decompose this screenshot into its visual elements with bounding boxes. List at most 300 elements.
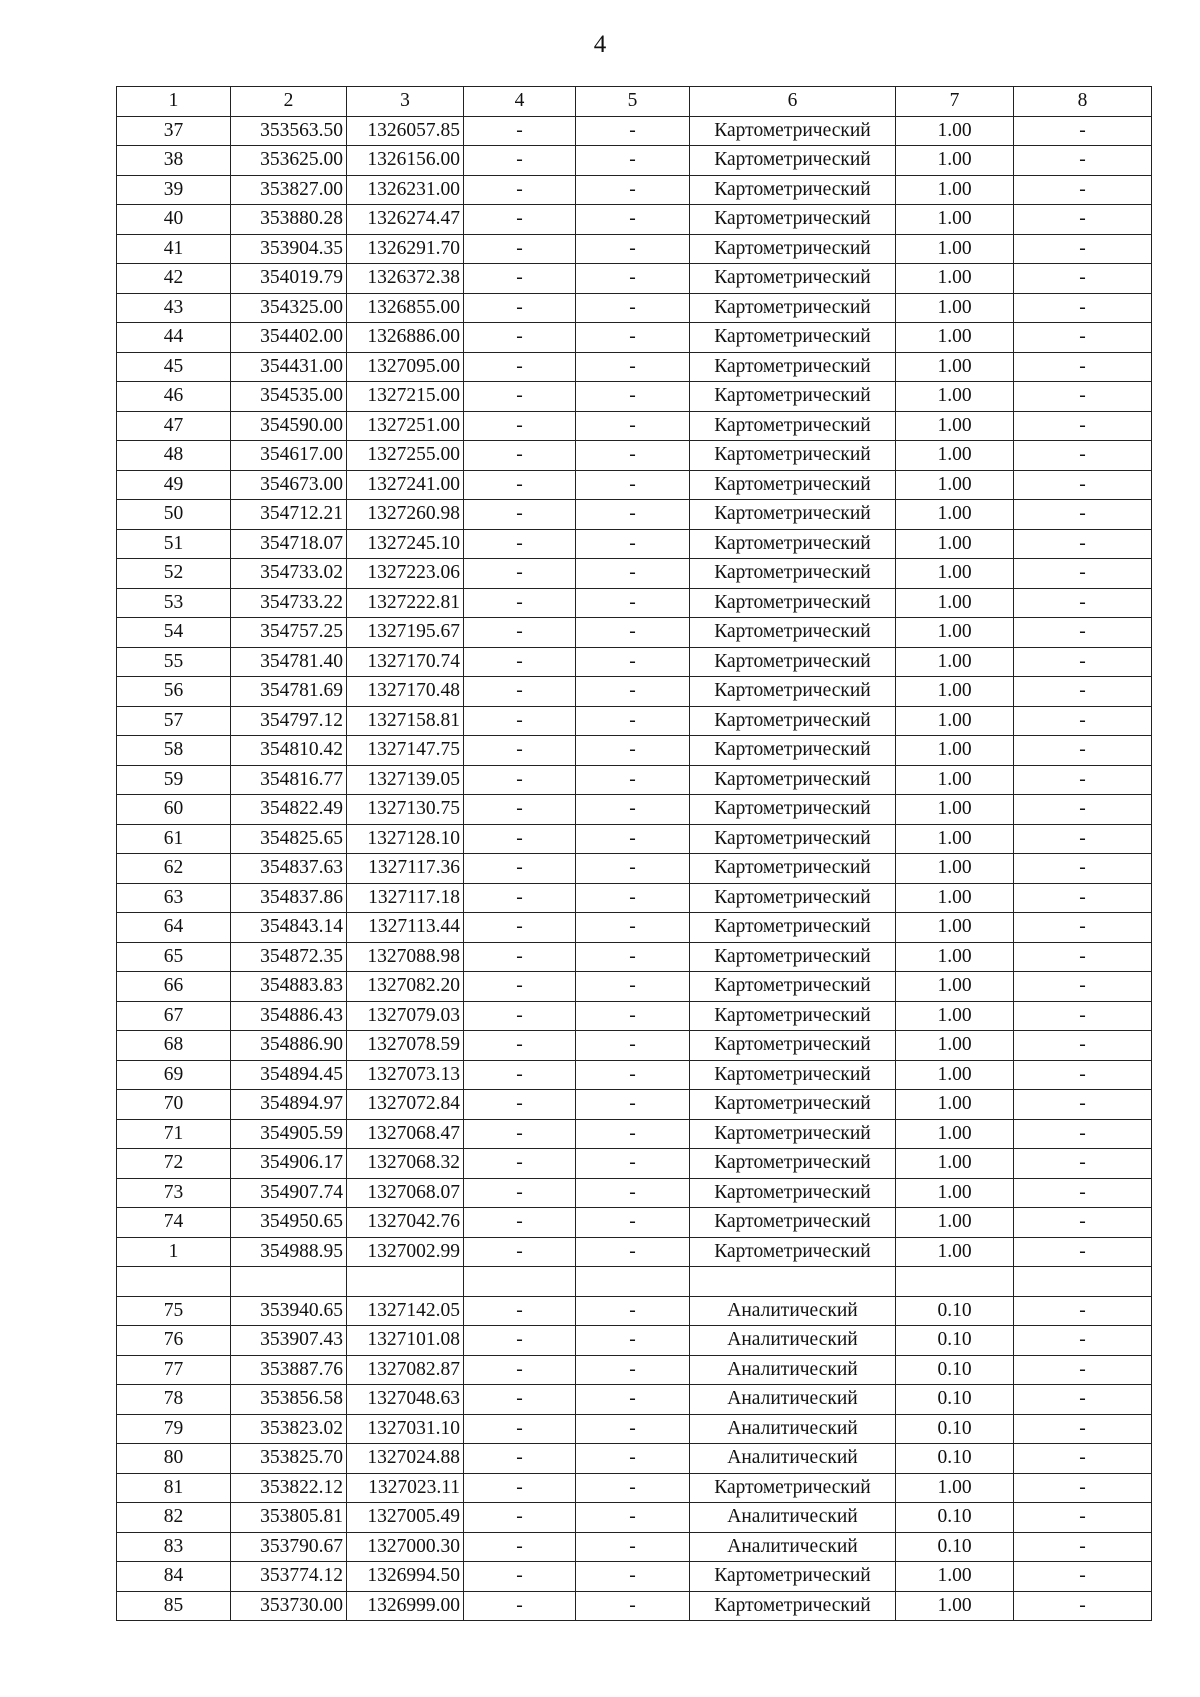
accuracy-cell: 1.00 — [896, 972, 1014, 1002]
column-header: 5 — [576, 87, 690, 117]
method-cell: Картометрический — [690, 1208, 896, 1238]
x-coordinate-cell: 353904.35 — [231, 234, 347, 264]
x-coordinate-cell: 353907.43 — [231, 1326, 347, 1356]
col-5-cell: - — [576, 883, 690, 913]
col-8-cell: - — [1014, 323, 1152, 353]
table-row — [117, 411, 1152, 441]
x-coordinate-cell: 354535.00 — [231, 382, 347, 412]
col-5-cell: - — [576, 1326, 690, 1356]
method-cell: Картометрический — [690, 795, 896, 825]
y-coordinate-cell: 1327130.75 — [347, 795, 464, 825]
column-header: 1 — [117, 87, 231, 117]
table-row — [117, 824, 1152, 854]
col-8-cell: - — [1014, 175, 1152, 205]
col-8-cell: - — [1014, 146, 1152, 176]
table-row — [117, 677, 1152, 707]
separator-cell — [231, 1267, 347, 1297]
accuracy-cell: 1.00 — [896, 293, 1014, 323]
point-number-cell: 58 — [117, 736, 231, 766]
col-5-cell: - — [576, 500, 690, 530]
col-5-cell: - — [576, 1001, 690, 1031]
y-coordinate-cell: 1327031.10 — [347, 1414, 464, 1444]
x-coordinate-cell: 354886.90 — [231, 1031, 347, 1061]
separator-cell — [464, 1267, 576, 1297]
y-coordinate-cell: 1327073.13 — [347, 1060, 464, 1090]
x-coordinate-cell: 353825.70 — [231, 1444, 347, 1474]
y-coordinate-cell: 1327241.00 — [347, 470, 464, 500]
separator-cell — [576, 1267, 690, 1297]
method-cell: Аналитический — [690, 1414, 896, 1444]
point-number-cell: 44 — [117, 323, 231, 353]
table-row — [117, 234, 1152, 264]
x-coordinate-cell: 354894.45 — [231, 1060, 347, 1090]
x-coordinate-cell: 354797.12 — [231, 706, 347, 736]
y-coordinate-cell: 1327082.20 — [347, 972, 464, 1002]
method-cell: Аналитический — [690, 1326, 896, 1356]
accuracy-cell: 0.10 — [896, 1326, 1014, 1356]
col-4-cell: - — [464, 470, 576, 500]
x-coordinate-cell: 354431.00 — [231, 352, 347, 382]
col-4-cell: - — [464, 1031, 576, 1061]
col-5-cell: - — [576, 264, 690, 294]
col-8-cell: - — [1014, 1060, 1152, 1090]
header-row — [117, 87, 1152, 117]
point-number-cell: 46 — [117, 382, 231, 412]
method-cell: Картометрический — [690, 293, 896, 323]
x-coordinate-cell: 353563.50 — [231, 116, 347, 146]
y-coordinate-cell: 1326994.50 — [347, 1562, 464, 1592]
col-8-cell: - — [1014, 942, 1152, 972]
col-8-cell: - — [1014, 1149, 1152, 1179]
y-coordinate-cell: 1326999.00 — [347, 1591, 464, 1621]
method-cell: Картометрический — [690, 647, 896, 677]
col-5-cell: - — [576, 175, 690, 205]
col-4-cell: - — [464, 1296, 576, 1326]
point-number-cell: 42 — [117, 264, 231, 294]
accuracy-cell: 1.00 — [896, 1149, 1014, 1179]
accuracy-cell: 1.00 — [896, 795, 1014, 825]
col-8-cell: - — [1014, 529, 1152, 559]
col-8-cell: - — [1014, 234, 1152, 264]
point-number-cell: 84 — [117, 1562, 231, 1592]
point-number-cell: 63 — [117, 883, 231, 913]
table-row — [117, 1444, 1152, 1474]
col-8-cell: - — [1014, 618, 1152, 648]
col-4-cell: - — [464, 1414, 576, 1444]
accuracy-cell: 1.00 — [896, 883, 1014, 913]
accuracy-cell: 1.00 — [896, 559, 1014, 589]
point-number-cell: 73 — [117, 1178, 231, 1208]
accuracy-cell: 1.00 — [896, 382, 1014, 412]
col-4-cell: - — [464, 1178, 576, 1208]
y-coordinate-cell: 1327170.74 — [347, 647, 464, 677]
col-4-cell: - — [464, 765, 576, 795]
col-4-cell: - — [464, 323, 576, 353]
y-coordinate-cell: 1326372.38 — [347, 264, 464, 294]
x-coordinate-cell: 354907.74 — [231, 1178, 347, 1208]
col-5-cell: - — [576, 588, 690, 618]
accuracy-cell: 1.00 — [896, 618, 1014, 648]
method-cell: Картометрический — [690, 234, 896, 264]
col-8-cell: - — [1014, 854, 1152, 884]
x-coordinate-cell: 353880.28 — [231, 205, 347, 235]
col-4-cell: - — [464, 824, 576, 854]
method-cell: Картометрический — [690, 1591, 896, 1621]
x-coordinate-cell: 354843.14 — [231, 913, 347, 943]
x-coordinate-cell: 353823.02 — [231, 1414, 347, 1444]
accuracy-cell: 1.00 — [896, 323, 1014, 353]
x-coordinate-cell: 353805.81 — [231, 1503, 347, 1533]
x-coordinate-cell: 354712.21 — [231, 500, 347, 530]
y-coordinate-cell: 1327117.18 — [347, 883, 464, 913]
method-cell: Картометрический — [690, 323, 896, 353]
point-number-cell: 79 — [117, 1414, 231, 1444]
col-5-cell: - — [576, 470, 690, 500]
col-8-cell: - — [1014, 293, 1152, 323]
y-coordinate-cell: 1326231.00 — [347, 175, 464, 205]
table-row — [117, 765, 1152, 795]
point-number-cell: 75 — [117, 1296, 231, 1326]
point-number-cell: 81 — [117, 1473, 231, 1503]
col-8-cell: - — [1014, 1031, 1152, 1061]
x-coordinate-cell: 354816.77 — [231, 765, 347, 795]
method-cell: Аналитический — [690, 1385, 896, 1415]
method-cell: Картометрический — [690, 411, 896, 441]
point-number-cell: 82 — [117, 1503, 231, 1533]
point-number-cell: 85 — [117, 1591, 231, 1621]
accuracy-cell: 1.00 — [896, 441, 1014, 471]
col-5-cell: - — [576, 1562, 690, 1592]
method-cell: Картометрический — [690, 146, 896, 176]
table-row — [117, 1237, 1152, 1267]
point-number-cell: 64 — [117, 913, 231, 943]
col-5-cell: - — [576, 1149, 690, 1179]
contour-separator-row — [117, 1267, 1152, 1297]
method-cell: Картометрический — [690, 1178, 896, 1208]
y-coordinate-cell: 1327223.06 — [347, 559, 464, 589]
col-4-cell: - — [464, 1355, 576, 1385]
y-coordinate-cell: 1327117.36 — [347, 854, 464, 884]
col-4-cell: - — [464, 913, 576, 943]
col-4-cell: - — [464, 293, 576, 323]
col-5-cell: - — [576, 1591, 690, 1621]
table-row — [117, 1060, 1152, 1090]
accuracy-cell: 1.00 — [896, 352, 1014, 382]
table-row — [117, 529, 1152, 559]
col-5-cell: - — [576, 323, 690, 353]
col-4-cell: - — [464, 736, 576, 766]
x-coordinate-cell: 354810.42 — [231, 736, 347, 766]
col-8-cell: - — [1014, 1208, 1152, 1238]
method-cell: Картометрический — [690, 1001, 896, 1031]
y-coordinate-cell: 1327048.63 — [347, 1385, 464, 1415]
table-body — [117, 87, 1152, 1621]
accuracy-cell: 1.00 — [896, 205, 1014, 235]
method-cell: Картометрический — [690, 1473, 896, 1503]
point-number-cell: 67 — [117, 1001, 231, 1031]
x-coordinate-cell: 353625.00 — [231, 146, 347, 176]
accuracy-cell: 1.00 — [896, 1178, 1014, 1208]
x-coordinate-cell: 353827.00 — [231, 175, 347, 205]
accuracy-cell: 1.00 — [896, 1562, 1014, 1592]
point-number-cell: 65 — [117, 942, 231, 972]
col-8-cell: - — [1014, 1385, 1152, 1415]
col-5-cell: - — [576, 618, 690, 648]
point-number-cell: 53 — [117, 588, 231, 618]
table-row — [117, 706, 1152, 736]
accuracy-cell: 1.00 — [896, 677, 1014, 707]
accuracy-cell: 1.00 — [896, 264, 1014, 294]
col-8-cell: - — [1014, 1237, 1152, 1267]
col-5-cell: - — [576, 116, 690, 146]
col-5-cell: - — [576, 205, 690, 235]
col-5-cell: - — [576, 382, 690, 412]
point-number-cell: 56 — [117, 677, 231, 707]
col-5-cell: - — [576, 736, 690, 766]
col-8-cell: - — [1014, 1296, 1152, 1326]
y-coordinate-cell: 1327147.75 — [347, 736, 464, 766]
table-row — [117, 1119, 1152, 1149]
point-number-cell: 77 — [117, 1355, 231, 1385]
col-8-cell: - — [1014, 706, 1152, 736]
method-cell: Картометрический — [690, 264, 896, 294]
method-cell: Картометрический — [690, 470, 896, 500]
col-4-cell: - — [464, 1208, 576, 1238]
x-coordinate-cell: 353790.67 — [231, 1532, 347, 1562]
method-cell: Картометрический — [690, 500, 896, 530]
accuracy-cell: 1.00 — [896, 234, 1014, 264]
table-row — [117, 1149, 1152, 1179]
table-row — [117, 1208, 1152, 1238]
col-5-cell: - — [576, 1296, 690, 1326]
col-4-cell: - — [464, 500, 576, 530]
col-5-cell: - — [576, 824, 690, 854]
col-8-cell: - — [1014, 205, 1152, 235]
col-8-cell: - — [1014, 1444, 1152, 1474]
col-8-cell: - — [1014, 795, 1152, 825]
x-coordinate-cell: 354733.22 — [231, 588, 347, 618]
method-cell: Картометрический — [690, 1031, 896, 1061]
col-4-cell: - — [464, 1385, 576, 1415]
method-cell: Картометрический — [690, 736, 896, 766]
point-number-cell: 45 — [117, 352, 231, 382]
y-coordinate-cell: 1327139.05 — [347, 765, 464, 795]
separator-cell — [117, 1267, 231, 1297]
table-row — [117, 618, 1152, 648]
col-4-cell: - — [464, 559, 576, 589]
method-cell: Картометрический — [690, 913, 896, 943]
col-5-cell: - — [576, 1208, 690, 1238]
accuracy-cell: 1.00 — [896, 942, 1014, 972]
col-5-cell: - — [576, 647, 690, 677]
table-row — [117, 1001, 1152, 1031]
column-header: 3 — [347, 87, 464, 117]
x-coordinate-cell: 354019.79 — [231, 264, 347, 294]
x-coordinate-cell: 354325.00 — [231, 293, 347, 323]
point-number-cell: 76 — [117, 1326, 231, 1356]
y-coordinate-cell: 1327222.81 — [347, 588, 464, 618]
y-coordinate-cell: 1327024.88 — [347, 1444, 464, 1474]
method-cell: Картометрический — [690, 972, 896, 1002]
col-5-cell: - — [576, 1385, 690, 1415]
accuracy-cell: 0.10 — [896, 1532, 1014, 1562]
accuracy-cell: 1.00 — [896, 913, 1014, 943]
point-number-cell: 78 — [117, 1385, 231, 1415]
x-coordinate-cell: 354781.69 — [231, 677, 347, 707]
x-coordinate-cell: 354837.63 — [231, 854, 347, 884]
method-cell: Аналитический — [690, 1296, 896, 1326]
accuracy-cell: 0.10 — [896, 1355, 1014, 1385]
col-5-cell: - — [576, 854, 690, 884]
separator-cell — [1014, 1267, 1152, 1297]
table-row — [117, 1562, 1152, 1592]
method-cell: Картометрический — [690, 175, 896, 205]
col-5-cell: - — [576, 411, 690, 441]
accuracy-cell: 1.00 — [896, 1237, 1014, 1267]
col-5-cell: - — [576, 1237, 690, 1267]
separator-cell — [690, 1267, 896, 1297]
x-coordinate-cell: 353774.12 — [231, 1562, 347, 1592]
method-cell: Картометрический — [690, 824, 896, 854]
col-8-cell: - — [1014, 1326, 1152, 1356]
col-5-cell: - — [576, 1355, 690, 1385]
col-4-cell: - — [464, 441, 576, 471]
table-row — [117, 883, 1152, 913]
y-coordinate-cell: 1327215.00 — [347, 382, 464, 412]
col-5-cell: - — [576, 1178, 690, 1208]
y-coordinate-cell: 1327000.30 — [347, 1532, 464, 1562]
x-coordinate-cell: 354894.97 — [231, 1090, 347, 1120]
col-8-cell: - — [1014, 1503, 1152, 1533]
method-cell: Картометрический — [690, 1060, 896, 1090]
y-coordinate-cell: 1327005.49 — [347, 1503, 464, 1533]
col-4-cell: - — [464, 677, 576, 707]
y-coordinate-cell: 1327095.00 — [347, 352, 464, 382]
accuracy-cell: 1.00 — [896, 1090, 1014, 1120]
col-4-cell: - — [464, 529, 576, 559]
x-coordinate-cell: 354906.17 — [231, 1149, 347, 1179]
col-8-cell: - — [1014, 824, 1152, 854]
method-cell: Картометрический — [690, 352, 896, 382]
accuracy-cell: 0.10 — [896, 1444, 1014, 1474]
x-coordinate-cell: 354988.95 — [231, 1237, 347, 1267]
col-5-cell: - — [576, 1090, 690, 1120]
x-coordinate-cell: 354950.65 — [231, 1208, 347, 1238]
table-row — [117, 1090, 1152, 1120]
table-row — [117, 1296, 1152, 1326]
point-number-cell: 40 — [117, 205, 231, 235]
col-8-cell: - — [1014, 1532, 1152, 1562]
col-5-cell: - — [576, 765, 690, 795]
col-4-cell: - — [464, 116, 576, 146]
y-coordinate-cell: 1327079.03 — [347, 1001, 464, 1031]
point-number-cell: 62 — [117, 854, 231, 884]
col-8-cell: - — [1014, 1414, 1152, 1444]
col-4-cell: - — [464, 1090, 576, 1120]
point-number-cell: 69 — [117, 1060, 231, 1090]
col-5-cell: - — [576, 441, 690, 471]
table-row — [117, 1031, 1152, 1061]
col-5-cell: - — [576, 1119, 690, 1149]
method-cell: Картометрический — [690, 1119, 896, 1149]
table-row — [117, 1591, 1152, 1621]
table-row — [117, 1532, 1152, 1562]
col-5-cell: - — [576, 234, 690, 264]
table-row — [117, 323, 1152, 353]
accuracy-cell: 1.00 — [896, 588, 1014, 618]
point-number-cell: 55 — [117, 647, 231, 677]
col-8-cell: - — [1014, 470, 1152, 500]
y-coordinate-cell: 1327128.10 — [347, 824, 464, 854]
table-row — [117, 1414, 1152, 1444]
col-8-cell: - — [1014, 1178, 1152, 1208]
col-4-cell: - — [464, 1591, 576, 1621]
col-5-cell: - — [576, 1060, 690, 1090]
table-row — [117, 382, 1152, 412]
accuracy-cell: 1.00 — [896, 736, 1014, 766]
col-8-cell: - — [1014, 1001, 1152, 1031]
col-5-cell: - — [576, 1031, 690, 1061]
col-8-cell: - — [1014, 500, 1152, 530]
table-row — [117, 293, 1152, 323]
col-8-cell: - — [1014, 913, 1152, 943]
point-number-cell: 70 — [117, 1090, 231, 1120]
x-coordinate-cell: 353822.12 — [231, 1473, 347, 1503]
table-row — [117, 146, 1152, 176]
accuracy-cell: 1.00 — [896, 1473, 1014, 1503]
x-coordinate-cell: 354886.43 — [231, 1001, 347, 1031]
col-4-cell: - — [464, 1237, 576, 1267]
col-8-cell: - — [1014, 1473, 1152, 1503]
col-5-cell: - — [576, 146, 690, 176]
col-5-cell: - — [576, 1473, 690, 1503]
point-number-cell: 66 — [117, 972, 231, 1002]
x-coordinate-cell: 353887.76 — [231, 1355, 347, 1385]
method-cell: Картометрический — [690, 1149, 896, 1179]
x-coordinate-cell: 353730.00 — [231, 1591, 347, 1621]
x-coordinate-cell: 354905.59 — [231, 1119, 347, 1149]
col-8-cell: - — [1014, 677, 1152, 707]
col-4-cell: - — [464, 1473, 576, 1503]
table-row — [117, 588, 1152, 618]
col-8-cell: - — [1014, 1562, 1152, 1592]
table-row — [117, 175, 1152, 205]
col-8-cell: - — [1014, 1119, 1152, 1149]
method-cell: Картометрический — [690, 382, 896, 412]
x-coordinate-cell: 354590.00 — [231, 411, 347, 441]
x-coordinate-cell: 353856.58 — [231, 1385, 347, 1415]
method-cell: Картометрический — [690, 706, 896, 736]
col-5-cell: - — [576, 1532, 690, 1562]
accuracy-cell: 1.00 — [896, 529, 1014, 559]
accuracy-cell: 1.00 — [896, 116, 1014, 146]
col-4-cell: - — [464, 795, 576, 825]
y-coordinate-cell: 1327023.11 — [347, 1473, 464, 1503]
x-coordinate-cell: 354733.02 — [231, 559, 347, 589]
col-4-cell: - — [464, 205, 576, 235]
point-number-cell: 71 — [117, 1119, 231, 1149]
col-5-cell: - — [576, 706, 690, 736]
method-cell: Картометрический — [690, 559, 896, 589]
table-row — [117, 500, 1152, 530]
col-4-cell: - — [464, 1326, 576, 1356]
point-number-cell: 61 — [117, 824, 231, 854]
col-4-cell: - — [464, 647, 576, 677]
y-coordinate-cell: 1327042.76 — [347, 1208, 464, 1238]
col-4-cell: - — [464, 618, 576, 648]
x-coordinate-cell: 354673.00 — [231, 470, 347, 500]
table-row — [117, 1326, 1152, 1356]
